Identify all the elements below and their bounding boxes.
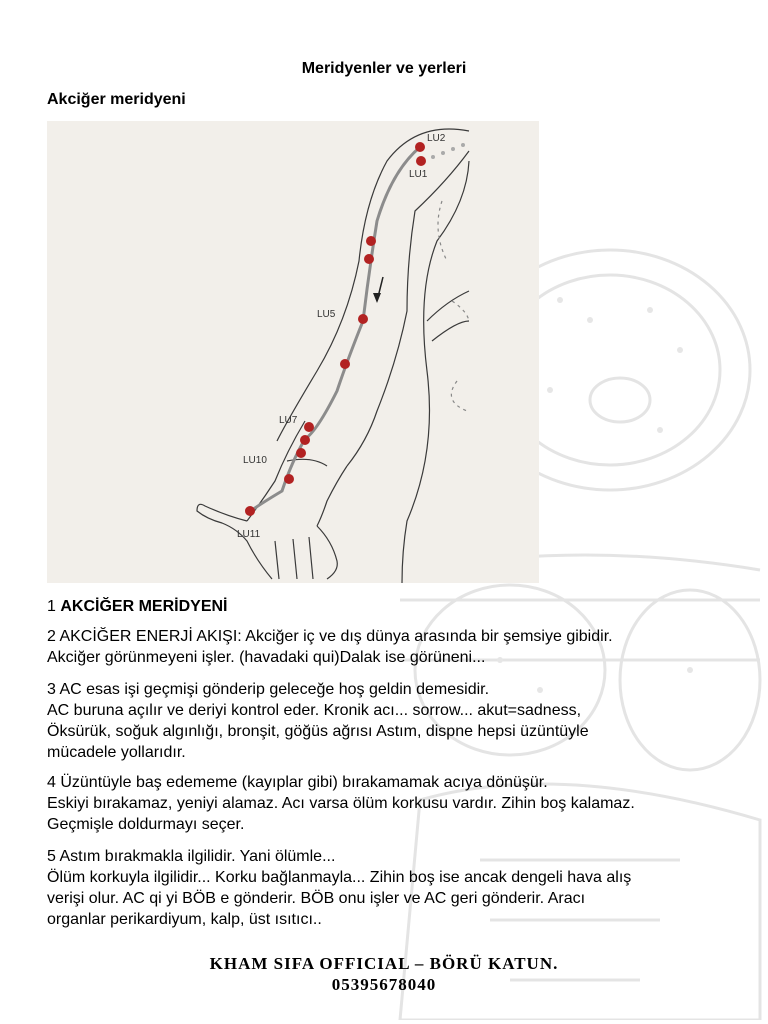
paragraph-5-line: 5 Astım bırakmakla ilgilidir. Yani ölümle... xyxy=(47,848,336,865)
point-lu8 xyxy=(300,435,310,445)
paragraph-3-line: mücadele yollarıdır. xyxy=(47,744,186,761)
paragraph-5-line: organlar perikardiyum, kalp, üst ısıtıcı.. xyxy=(47,911,322,928)
point-upper-arm-2 xyxy=(364,254,374,264)
paragraph-5-line: Ölüm korkuyla ilgilidir... Korku bağlanmayla... Zihin boş ise ancak dengeli hava alış xyxy=(47,869,632,886)
point-lu2 xyxy=(415,142,425,152)
point-lu9 xyxy=(296,448,306,458)
point-lu7 xyxy=(304,422,314,432)
point-forearm xyxy=(340,359,350,369)
paragraph-5-line: verişi olur. AC qi yi BÖB e gönderir. BÖB onu işler ve AC geri gönderir. Aracı xyxy=(47,890,586,907)
paragraph-2 xyxy=(47,626,727,668)
paragraph-4-line: 4 Üzüntüyle baş edememe (kayıplar gibi) bırakamamak acıya dönüşür. xyxy=(47,774,548,791)
paragraph-5 xyxy=(47,846,727,930)
label-lu2: LU2 xyxy=(427,133,446,144)
paragraph-1-heading: AKCİĞER MERİDYENİ xyxy=(60,598,228,615)
paragraph-2-line: 2 AKCİĞER ENERJİ AKIŞI: Akciğer iç ve dış dünya arasında bir şemsiye gibidir. xyxy=(47,628,613,645)
page-title: Meridyenler ve yerleri xyxy=(301,60,467,77)
footer-brand: KHAM SIFA OFFICIAL – BÖRÜ KATUN. xyxy=(209,954,559,973)
label-lu7: LU7 xyxy=(279,415,298,426)
point-lu5 xyxy=(358,314,368,324)
paragraph-1-number: 1 xyxy=(47,598,56,615)
section-subtitle: Akciğer meridyeni xyxy=(47,91,186,108)
footer xyxy=(0,953,768,995)
paragraph-3 xyxy=(47,679,727,763)
point-upper-arm-1 xyxy=(366,236,376,246)
footer-phone: 05395678040 xyxy=(331,975,437,994)
lung-meridian-figure xyxy=(47,121,539,583)
paragraph-2-line: Akciğer görünmeyeni işler. (havadaki qui)Dalak ise görüneni... xyxy=(47,649,486,666)
paragraph-4-line: Eskiyi bırakamaz, yeniyi alamaz. Acı varsa ölüm korkusu vardır. Zihin boş kalamaz. xyxy=(47,795,635,812)
paragraph-3-line: Öksürük, soğuk algınlığı, bronşit, göğüs ağrısı Astım, dispne hepsi üzüntüyle xyxy=(47,723,589,740)
paragraph-4 xyxy=(47,772,727,835)
label-lu5: LU5 xyxy=(317,309,336,320)
label-lu10: LU10 xyxy=(243,455,267,466)
arm-illustration xyxy=(47,121,539,583)
paragraph-4-line: Geçmişle doldurmayı seçer. xyxy=(47,816,245,833)
meridian-points xyxy=(245,142,426,516)
point-lu11 xyxy=(245,506,255,516)
point-lu10 xyxy=(284,474,294,484)
paragraph-3-line: AC buruna açılır ve deriyi kontrol eder. Kronik acı... sorrow... akut=sadness, xyxy=(47,702,582,719)
paragraph-1 xyxy=(47,596,727,617)
paragraph-3-line: 3 AC esas işi geçmişi gönderip geleceğe hoş geldin demesidir. xyxy=(47,681,490,698)
label-lu1: LU1 xyxy=(409,169,428,180)
label-lu11: LU11 xyxy=(237,529,261,540)
point-lu1 xyxy=(416,156,426,166)
